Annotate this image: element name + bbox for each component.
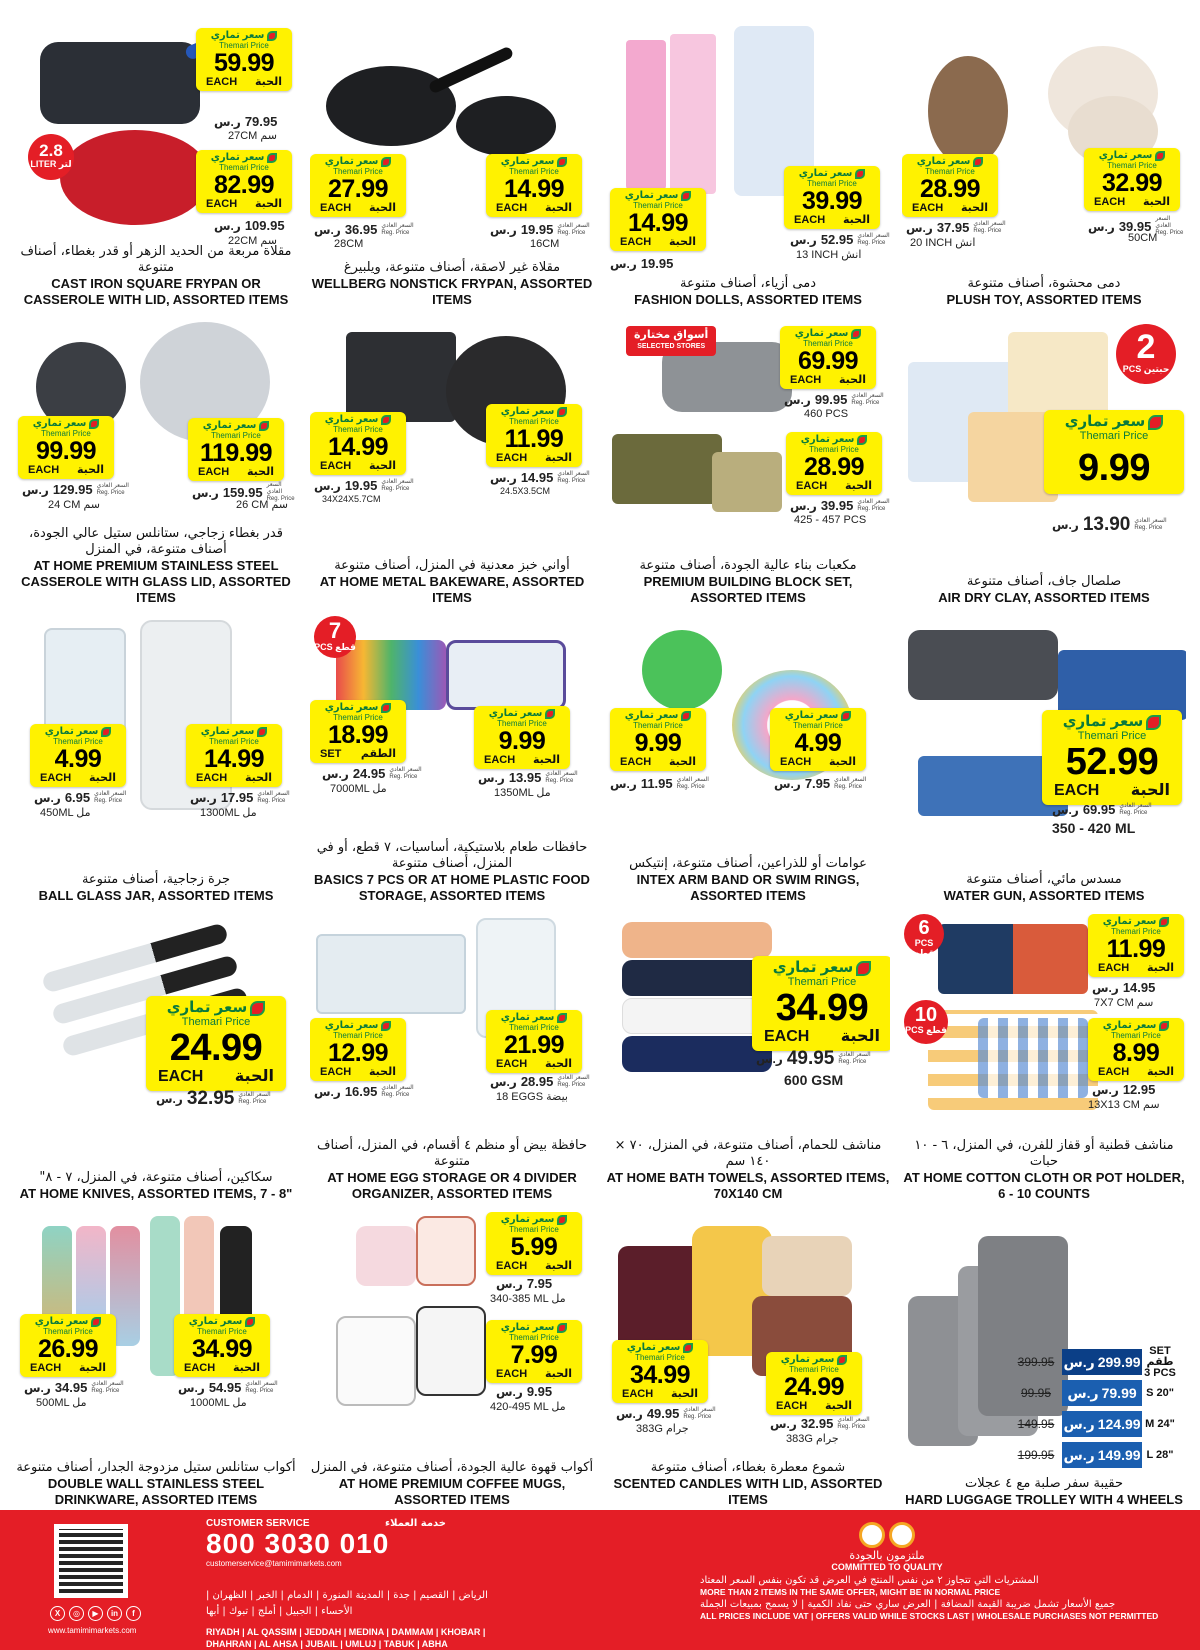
price-tag: سعر تماري Themari Price 21.99 EACH الحبة <box>486 1010 582 1073</box>
regular-price: ر.س 109.95 <box>214 218 285 233</box>
size-label: 1300ML مل <box>200 807 257 819</box>
cities-arabic: الرياض | القصيم | جدة | المدينة المنورة | الدمام | الخبر | الظهران | الأحساء | الجبيل | أملج | تبوك | أبها <box>206 1590 488 1617</box>
candle-jar-image <box>762 1236 852 1296</box>
size-label: 1350ML مل <box>494 787 551 799</box>
regular-price: ر.س 52.95 السعر العادي Reg. Price <box>790 232 890 247</box>
regular-price: ر.س 69.95 السعر العادي Reg. Price <box>1052 802 1152 817</box>
price-tag: سعر تماري Themari Price 99.99 EACH الحبة <box>18 416 114 479</box>
food-container-image <box>446 640 566 710</box>
price-tag: سعر تماري Themari Price 24.99 EACH الحبة <box>766 1352 862 1415</box>
product-bath-towels[interactable] <box>606 914 890 1206</box>
size-label: 20 INCH انش <box>910 237 976 249</box>
frypan-handle <box>428 46 515 95</box>
themari-leaf-icon <box>681 191 691 201</box>
pcs-badge: 10 PCS قطع <box>904 1000 948 1044</box>
frypan-small-image <box>456 96 556 156</box>
pcs-badge: 2 PCS حبتين <box>1116 324 1176 384</box>
size-label: 7000ML مل <box>330 783 387 795</box>
themari-leaf-icon <box>857 435 867 445</box>
product-air-dry-clay[interactable] <box>902 318 1186 610</box>
product-fashion-dolls[interactable] <box>606 22 890 312</box>
size-label: 460 PCS <box>804 408 849 420</box>
water-gun-image <box>908 630 1058 700</box>
cities-english: RIYADH | AL QASSIM | JEDDAH | MEDINA | DAMMAM | KHOBAR | DHAHRAN | AL AHSA | JUBAIL | UMLUJ | TABUK | ABHA <box>206 1627 486 1649</box>
organizer-image <box>316 934 466 1014</box>
product-coffee-mugs[interactable] <box>310 1212 594 1512</box>
regular-price: ر.س 34.95 السعر العادي Reg. Price <box>24 1380 124 1395</box>
towel-image <box>622 922 772 958</box>
x-icon[interactable]: X <box>50 1606 65 1621</box>
regular-price: ر.س 7.95 <box>496 1276 553 1291</box>
size-label: 13X13 CM سم <box>1088 1099 1160 1111</box>
regular-price: ر.س 37.95 السعر العادي Reg. Price <box>906 220 1006 235</box>
size-label: 18 EGGS بيضة <box>496 1091 568 1103</box>
regular-price: ر.س 159.95 السعر العادي Reg. Price <box>192 482 295 502</box>
youtube-icon[interactable]: ▶ <box>88 1606 103 1621</box>
product-caption: مقلاة مربعة من الحديد الزهر أو قدر بغطاء، أصناف متنوعة CAST IRON SQUARE FRYPAN OR CASSEROLE WITH LID, ASSORTED ITEMS <box>20 244 292 307</box>
size-label: 1000ML مل <box>190 1397 247 1409</box>
size-label: 425 - 457 PCS <box>794 514 867 526</box>
size-label: 16CM <box>530 238 560 250</box>
regular-price: ر.س 12.95 <box>1092 1082 1156 1097</box>
doll-box-image <box>626 40 666 190</box>
themari-leaf-icon <box>101 727 111 737</box>
luggage-row-set: 399.95 ر.س 299.99 SET طقم 3 PCS <box>1017 1344 1176 1379</box>
themari-leaf-icon <box>1155 151 1165 161</box>
facebook-icon[interactable]: f <box>126 1606 141 1621</box>
themari-leaf-icon <box>1159 1021 1169 1031</box>
price-tag: سعر تماري Themari Price 9.99 <box>1044 410 1184 494</box>
size-label: 13 INCH انش <box>796 249 862 261</box>
product-cast-iron[interactable] <box>14 22 298 312</box>
product-caption: مناشف قطنية أو قفاز للفرن، في المنزل، ٦ - ١٠ حبات AT HOME COTTON CLOTH OR POT HOLDER, 6 - 10 COUNTS <box>903 1138 1185 1201</box>
towel-image <box>622 998 772 1034</box>
price-tag: سعر تماري Themari Price 4.99 EACH الحبة <box>770 708 866 771</box>
towel-image <box>622 1036 772 1072</box>
towel-image <box>622 960 772 996</box>
product-intex-swim[interactable] <box>606 616 890 908</box>
tank-toy-image <box>612 434 722 504</box>
themari-leaf-icon <box>683 1343 693 1353</box>
price-tag: سعر تماري Themari Price 8.99 EACH الحبة <box>1088 1018 1184 1081</box>
pcs-badge: 7 PCS قطع <box>314 616 356 658</box>
product-knives[interactable] <box>14 914 298 1206</box>
product-caption: أواني خبز معدنية في المنزل، أصناف متنوعة AT HOME METAL BAKEWARE, ASSORTED ITEMS <box>319 558 585 605</box>
size-label: 26 CM سم <box>236 499 289 511</box>
regular-price: ر.س 129.95 السعر العادي Reg. Price <box>22 482 129 497</box>
regular-price: ر.س 32.95 السعر العادي Reg. Price <box>770 1416 870 1431</box>
regular-price: ر.س 28.95 السعر العادي Reg. Price <box>490 1074 590 1089</box>
frypan-large-image <box>326 66 456 146</box>
regular-price: ر.س 54.95 السعر العادي Reg. Price <box>178 1380 278 1395</box>
footer <box>0 1510 1200 1650</box>
doll-box-image <box>670 34 716 194</box>
product-grid <box>14 22 1186 1507</box>
mug-image <box>356 1226 416 1286</box>
product-egg-storage[interactable] <box>310 914 594 1206</box>
linkedin-icon[interactable]: in <box>107 1606 122 1621</box>
regular-price: ر.س 7.95 السعر العادي Reg. Price <box>774 776 867 791</box>
size-label: 450ML مل <box>40 807 91 819</box>
regular-price: ر.س 9.95 <box>496 1384 553 1399</box>
product-caption: مكعبات بناء عالية الجودة، أصناف متنوعة PREMIUM BUILDING BLOCK SET, ASSORTED ITEMS <box>639 558 857 605</box>
themari-leaf-icon <box>245 1317 255 1327</box>
frog-float-image <box>642 630 722 710</box>
regular-price: ر.س 36.95 السعر العادي Reg. Price <box>314 222 414 237</box>
product-caption: دمى أزياء، أصناف متنوعة FASHION DOLLS, ASSORTED ITEMS <box>634 276 862 307</box>
price-tag: سعر تماري Themari Price 11.99 EACH الحبة <box>1088 914 1184 977</box>
themari-leaf-icon <box>1148 415 1163 430</box>
price-tag: سعر تماري Themari Price 5.99 EACH الحبة <box>486 1212 582 1275</box>
themari-leaf-icon <box>259 421 269 431</box>
price-tag: سعر تماري Themari Price 7.99 EACH الحبة <box>486 1320 582 1383</box>
product-drinkware[interactable] <box>14 1212 298 1512</box>
price-tag: سعر تماري Themari Price 14.99 EACH الحبة <box>186 724 282 787</box>
product-plush-toy[interactable] <box>902 22 1186 312</box>
price-tag: سعر تماري Themari Price 4.99 EACH الحبة <box>30 724 126 787</box>
size-label: 24 CM سم <box>48 499 101 511</box>
qr-code-icon[interactable] <box>54 1524 128 1598</box>
product-scented-candles[interactable] <box>606 1212 890 1512</box>
themari-leaf-icon <box>557 157 567 167</box>
price-tag: سعر تماري Themari Price 9.99 EACH الحبة <box>474 706 570 769</box>
themari-leaf-icon <box>381 703 391 713</box>
product-wellberg-frypan[interactable] <box>310 22 594 312</box>
regular-price: ر.س 11.95 السعر العادي Reg. Price <box>610 776 709 791</box>
themari-leaf-icon <box>855 169 865 179</box>
price-tag: سعر تماري Themari Price 27.99 EACH الحبة <box>310 154 406 217</box>
themari-leaf-icon <box>267 31 277 41</box>
regular-price: ر.س 39.95 السعر العادي Reg. Price <box>1088 216 1184 236</box>
price-tag: سعر تماري Themari Price 34.99 EACH الحبة <box>174 1314 270 1377</box>
price-tag: سعر تماري Themari Price 34.99 EACH الحبة <box>612 1340 708 1403</box>
themari-leaf-icon <box>557 1013 567 1023</box>
regular-price: ر.س 14.95 <box>1092 980 1156 995</box>
regular-price: ر.س 14.95 السعر العادي Reg. Price <box>490 470 590 485</box>
price-tag: سعر تماري Themari Price 9.99 EACH الحبة <box>610 708 706 771</box>
regular-price: ر.س 39.95 السعر العادي Reg. Price <box>790 498 890 513</box>
themari-leaf-icon <box>89 419 99 429</box>
product-building-blocks[interactable] <box>606 318 890 610</box>
product-luggage[interactable] <box>902 1212 1186 1512</box>
luggage-row-s: 99.95 ر.س 79.99 S 20" <box>1010 1379 1178 1407</box>
themari-leaf-icon <box>973 157 983 167</box>
product-caption: شموع معطرة بغطاء، أصناف متنوعة SCENTED CANDLES WITH LID, ASSORTED ITEMS <box>613 1460 883 1507</box>
website-link[interactable]: www.tamimimarkets.com <box>48 1626 137 1635</box>
product-caption: مسدس مائي، أصناف متنوعة WATER GUN, ASSORTED ITEMS <box>943 872 1145 903</box>
mug-image <box>416 1306 486 1396</box>
price-tag: سعر تماري Themari Price 26.99 EACH الحبة <box>20 1314 116 1377</box>
quality-seal-icon <box>889 1522 915 1548</box>
price-tag: سعر تماري Themari Price 18.99 SET الطقم <box>310 700 406 763</box>
social-links <box>50 1606 141 1621</box>
price-tag: سعر تماري Themari Price 82.99 EACH الحبة <box>196 150 292 213</box>
product-stainless-casserole[interactable] <box>14 318 298 610</box>
product-caption: حافظات طعام بلاستيكية، أساسيات، ٧ قطع، أو في المنزل، أصناف متنوعة BASICS 7 PCS OR AT HOME PLASTIC FOOD STORAGE, ASSORTED ITEMS <box>314 840 590 903</box>
size-label: 600 GSM <box>784 1072 844 1088</box>
product-caption: صلصال جاف، أصناف متنوعة AIR DRY CLAY, ASSORTED ITEMS <box>938 574 1150 605</box>
phone-number[interactable]: 800 3030 010 <box>206 1528 390 1559</box>
product-caption: مناشف للحمام، أصناف متنوعة، في المنزل، ٧٠ × ١٤٠ سم AT HOME BATH TOWELS, ASSORTED ITEMS, 70X140 CM <box>606 1138 890 1201</box>
themari-leaf-icon <box>381 1021 391 1031</box>
offer-notes: المشتريات التي تتجاوز ٢ من نفس المنتج في العرض قد تكون بنفس السعر المعتاد MORE THAN 2 ITEMS IN THE SAME OFFER, MIGHT BE IN NORMAL PRICE جميع الأسعار تشمل ضريبة القيمة المضافة | العرض ساري حتى نفاد الكمية | لا يسمح بمبيعات الجملة ALL PRICES INCLUDE VAT | OFFERS VALID WHILE STOCKS LAST | WHOLESALE PURCHASES NOT PERMITTED <box>700 1575 1159 1621</box>
regular-price: ر.س 6.95 السعر العادي Reg. Price <box>34 790 127 805</box>
mug-image <box>336 1316 416 1406</box>
price-tag: سعر تماري Themari Price 59.99 EACH الحبة <box>196 28 292 91</box>
regular-price: ر.س 24.95 السعر العادي Reg. Price <box>322 766 422 781</box>
regular-price: ر.س 19.95 السعر العادي Reg. Price <box>490 222 590 237</box>
themari-leaf-icon <box>381 157 391 167</box>
themari-leaf-icon <box>91 1317 101 1327</box>
price-tag: سعر تماري Themari Price 34.99 EACH الحبة <box>752 956 890 1051</box>
price-tag: سعر تماري Themari Price 24.99 EACH الحبة <box>146 996 286 1091</box>
regular-price: ر.س 19.95 <box>610 256 674 271</box>
product-caption: حافظة بيض أو منظم ٤ أقسام، في المنزل، أصناف متنوعة AT HOME EGG STORAGE OR 4 DIVIDER ORGANIZER, ASSORTED ITEMS <box>317 1138 587 1201</box>
product-caption: عوامات أو للذراعين، أصناف متنوعة، إنتيكس INTEX ARM BAND OR SWIM RINGS, ASSORTED ITEMS <box>629 856 867 903</box>
size-label: 24.5X3.5CM <box>500 486 551 496</box>
product-cotton-cloth[interactable] <box>902 914 1186 1206</box>
product-caption: أكواب قهوة عالية الجودة، أصناف متنوعة، في المنزل AT HOME PREMIUM COFFEE MUGS, ASSORTED ITEMS <box>310 1460 594 1507</box>
price-tag: سعر تماري Themari Price 12.99 EACH الحبة <box>310 1018 406 1081</box>
casserole-image <box>60 130 210 225</box>
product-caption: جرة زجاجية، أصناف متنوعة BALL GLASS JAR, ASSORTED ITEMS <box>38 872 274 903</box>
product-glass-jar[interactable] <box>14 616 298 908</box>
price-tag: سعر تماري Themari Price 69.99 EACH الحبة <box>780 326 876 389</box>
product-caption: حقيبة سفر صلبة مع ٤ عجلات HARD LUGGAGE TROLLEY WITH 4 WHEELS <box>905 1476 1183 1507</box>
product-caption: قدر بغطاء زجاجي، ستانلس ستيل عالي الجودة، أصناف متنوعة، في المنزل AT HOME PREMIUM STAINLESS STEEL CASSEROLE WITH GLASS LID, ASSORTED ITEMS <box>21 526 291 605</box>
luggage-row-l: 199.95 ر.س 149.99 L 28" <box>1010 1441 1178 1469</box>
pcs-badge: 6 PCS قطع <box>904 914 944 954</box>
customer-service: CUSTOMER SERVICE خدمة العملاء 800 3030 010 customerservice@tamimimarkets.com <box>206 1518 446 1568</box>
themari-leaf-icon <box>250 1001 265 1016</box>
size-label: 383G جرام <box>636 1423 689 1435</box>
truck-toy-image <box>712 452 782 512</box>
size-label: 383G جرام <box>786 1433 839 1445</box>
regular-price: ر.س 99.95 السعر العادي Reg. Price <box>784 392 884 407</box>
size-label: 27CM سم <box>228 130 277 142</box>
themari-leaf-icon <box>545 709 555 719</box>
regular-price: ر.س 79.95 <box>214 114 278 129</box>
quality-seal-icon <box>859 1522 885 1548</box>
themari-leaf-icon <box>837 1355 847 1365</box>
instagram-icon[interactable]: ◎ <box>69 1606 84 1621</box>
themari-leaf-icon <box>1159 917 1169 927</box>
email-link[interactable]: customerservice@tamimimarkets.com <box>206 1559 342 1568</box>
capacity-badge: 2.8 LITER لتر <box>28 134 74 180</box>
regular-price: ر.س 49.95 السعر العادي Reg. Price <box>756 1048 871 1069</box>
plush-bear-image <box>928 56 1008 166</box>
price-tag: سعر تماري Themari Price 14.99 EACH الحبة <box>310 412 406 475</box>
regular-price: ر.س 13.95 السعر العادي Reg. Price <box>478 770 578 785</box>
selected-stores-badge: أسواق مختارة SELECTED STORES <box>626 326 716 356</box>
luggage-row-m: 149.95 ر.س 124.99 M 24" <box>1010 1410 1178 1438</box>
price-tag: سعر تماري Themari Price 39.99 EACH الحبة <box>784 166 880 229</box>
price-tag: سعر تماري Themari Price 28.99 EACH الحبة <box>902 154 998 217</box>
price-tag: سعر تماري Themari Price 32.99 EACH الحبة <box>1084 148 1180 211</box>
product-water-gun[interactable] <box>902 616 1186 908</box>
price-tag: سعر تماري Themari Price 11.99 EACH الحبة <box>486 404 582 467</box>
themari-leaf-icon <box>557 407 567 417</box>
product-food-storage[interactable] <box>310 616 594 908</box>
mug-image <box>416 1216 476 1286</box>
price-tag: سعر تماري Themari Price 28.99 EACH الحبة <box>786 432 882 495</box>
size-label: 50CM <box>1128 232 1158 244</box>
size-label: 350 - 420 ML <box>1052 820 1136 836</box>
regular-price: ر.س 49.95 السعر العادي Reg. Price <box>616 1406 716 1421</box>
themari-leaf-icon <box>257 727 267 737</box>
themari-leaf-icon <box>851 329 861 339</box>
themari-leaf-icon <box>841 711 851 721</box>
price-tag: سعر تماري Themari Price 14.99 EACH الحبة <box>610 188 706 251</box>
themari-leaf-icon <box>267 153 277 163</box>
size-label: 34X24X5.7CM <box>322 494 381 504</box>
themari-leaf-icon <box>381 415 391 425</box>
size-label: 420-495 ML مل <box>490 1401 566 1413</box>
size-label: 500ML مل <box>36 1397 87 1409</box>
themari-leaf-icon <box>557 1215 567 1225</box>
themari-leaf-icon <box>557 1323 567 1333</box>
regular-price: ر.س 19.95 السعر العادي Reg. Price <box>314 478 414 493</box>
size-label: 340-385 ML مل <box>490 1293 566 1305</box>
size-label: 7X7 CM سم <box>1094 997 1154 1009</box>
price-tag: سعر تماري Themari Price 52.99 EACH الحبة <box>1042 710 1182 805</box>
regular-price: ر.س 16.95 السعر العادي Reg. Price <box>314 1084 414 1099</box>
regular-price: ر.س 17.95 السعر العادي Reg. Price <box>190 790 290 805</box>
baking-tray-image <box>346 332 456 422</box>
frypan-image <box>40 42 200 124</box>
size-label: 22CM سم <box>228 235 277 247</box>
luggage-price-list <box>1010 1344 1178 1472</box>
regular-price: ر.س 13.90 السعر العادي Reg. Price <box>1052 514 1167 535</box>
checked-cloth-image <box>978 1018 1088 1098</box>
price-tag: سعر تماري Themari Price 14.99 EACH الحبة <box>486 154 582 217</box>
themari-leaf-icon <box>681 711 691 721</box>
regular-price: ر.س 32.95 السعر العادي Reg. Price <box>156 1088 271 1109</box>
themari-leaf-icon <box>1146 715 1161 730</box>
product-caption: سكاكين، أصناف متنوعة، في المنزل، ٧ - ٨" AT HOME KNIVES, ASSORTED ITEMS, 7 - 8" <box>19 1170 293 1201</box>
product-caption: دمى محشوة، أصناف متنوعة PLUSH TOY, ASSORTED ITEMS <box>946 276 1142 307</box>
size-label: 28CM <box>334 238 364 250</box>
cloth-image <box>938 924 1088 994</box>
product-metal-bakeware[interactable] <box>310 318 594 610</box>
product-caption: أكواب ستانلس ستيل مزدوجة الجدار، أصناف متنوعة DOUBLE WALL STAINLESS STEEL DRINKWARE, ASSORTED ITEMS <box>16 1460 296 1507</box>
quality-badge: ملتزمون بالجودة COMMITTED TO QUALITY <box>812 1522 962 1572</box>
product-caption: مقلاة غير لاصقة، أصناف متنوعة، ويلبيرغ WELLBERG NONSTICK FRYPAN, ASSORTED ITEMS <box>311 260 593 307</box>
themari-leaf-icon <box>856 961 871 976</box>
price-tag: سعر تماري Themari Price 119.99 EACH الحبة <box>188 418 284 481</box>
